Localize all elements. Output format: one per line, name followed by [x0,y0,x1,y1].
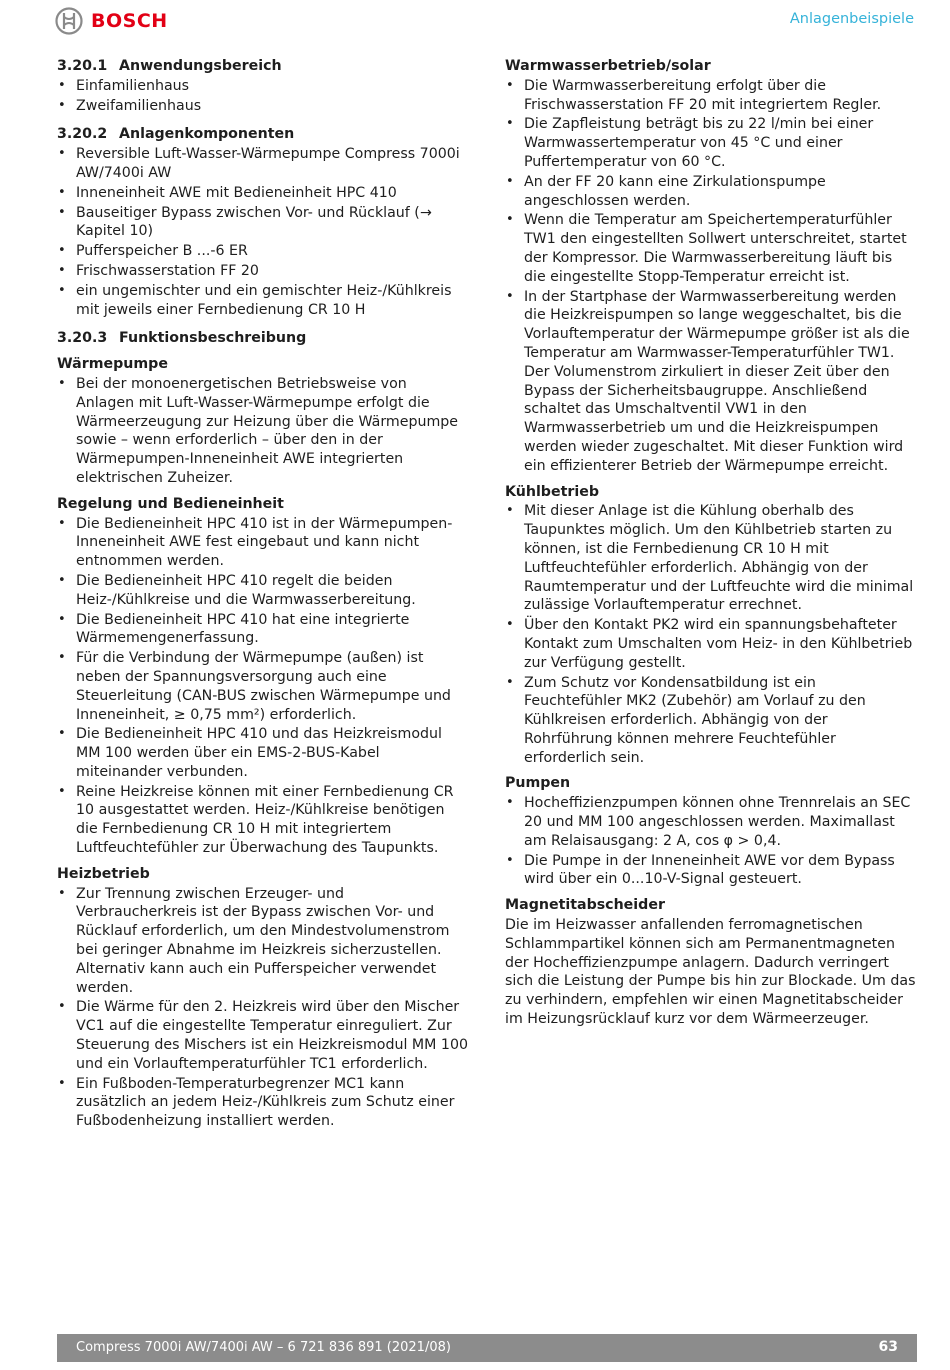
heading-anlagenkomponenten [57,125,469,144]
section-title: Anlagenbeispiele [789,11,914,27]
heading-number: 3.20.2 [57,126,108,143]
list-heizbetrieb [57,885,469,1131]
list-item: • Zum Schutz vor Kondensatbildung ist ein Feuchtefühler MK2 (Zubehör) am Vorlauf zu den Kühlkreisen erforderlich. Abhängig von der Rohrführung können mehrere Feuchtefühler erforderlich sein. [505,674,917,768]
heading-funktionsbeschreibung [57,329,469,348]
right-column [505,57,917,1029]
list-item: • Für die Verbindung der Wärmepumpe (außen) ist neben der Spannungsversorgung auch eine Steuerleitung (CAN-BUS zwischen Wärmepumpe und Inneneinheit, ≥ 0,75 mm²) erforderlich. [57,649,469,724]
list-item: • Über den Kontakt PK2 wird ein spannungsbehafteter Kontakt zum Umschalten vom Heiz- in den Kühlbetrieb zur Verfügung gestellt. [505,616,917,672]
list-item: • ein ungemischter und ein gemischter Heiz-/Kühlkreis mit jeweils einer Fernbedienung CR 10 H [57,282,469,320]
list-item: • Die Bedieneinheit HPC 410 regelt die beiden Heiz-/Kühlkreise und die Warmwasserbereitung. [57,572,469,610]
subheading-regelung: Regelung und Bedieneinheit [57,495,284,512]
list-regelung [57,515,469,858]
heading-number: 3.20.3 [57,330,108,347]
list-item: • In der Startphase der Warmwasserbereitung werden die Heizkreispumpen so lange weggeschaltet, bis die Vorlauftemperatur der Wärmepumpe größer ist als die Temperatur am Warmwasser-Temperaturfühler TW1. Der Volumenstrom zirkuliert in dieser Zeit über den Bypass der Sicherheitsbaugruppe. Anschließend schaltet das Umschaltventil VW1 in den Warmwasserbetrieb um und die Heizkreispumpen werden wieder zugeschaltet. Mit dieser Funktion wird ein effizienterer Betrieb der Wärmepumpe erreicht. [505,288,917,476]
list-item: • Zur Trennung zwischen Erzeuger- und Verbraucherkreis ist der Bypass zwischen Vor- und Rücklauf erforderlich, um den Mindestvolumenstrom bei geringer Abnahme im Heizkreis sicherzustellen. Alternativ kann auch ein Pufferspeicher verwendet werden. [57,885,469,998]
list-anwendungsbereich [57,77,469,116]
subheading-pumpen: Pumpen [505,775,571,792]
list-kuehlbetrieb [505,502,917,767]
bosch-armature-icon [55,7,83,35]
list-item: • Die Bedieneinheit HPC 410 und das Heizkreismodul MM 100 werden über ein EMS-2-BUS-Kabel miteinander verbunden. [57,725,469,781]
list-item: • Die Bedieneinheit HPC 410 hat eine integrierte Wärmemengenerfassung. [57,611,469,649]
page-header [0,0,950,44]
page-number: 63 [878,1339,898,1355]
heading-title: Anlagenkomponenten [119,126,295,143]
subheading-waermepumpe: Wärmepumpe [57,356,168,373]
list-item: • Reversible Luft-Wasser-Wärmepumpe Compress 7000i AW/7400i AW [57,145,469,183]
heading-title: Funktionsbeschreibung [119,330,307,347]
list-item: • Die Bedieneinheit HPC 410 ist in der Wärmepumpen-Inneneinheit AWE fest eingebaut und kann nicht entnommen werden. [57,515,469,571]
list-warmwasser [505,77,917,476]
subheading-heizbetrieb: Heizbetrieb [57,865,150,882]
list-item: • Bauseitiger Bypass zwischen Vor- und Rücklauf (→ Kapitel 10) [57,204,469,242]
subheading-magnetitabscheider: Magnetitabscheider [505,897,665,914]
list-item: • Hocheffizienzpumpen können ohne Trennrelais an SEC 20 und MM 100 angeschlossen werden. Maximallast am Relaisausgang: 2 A, cos φ > 0,4. [505,794,917,850]
list-item: • Die Zapfleistung beträgt bis zu 22 l/min bei einer Warmwassertemperatur von 45 °C und einer Puffertemperatur von 60 °C. [505,115,917,171]
list-item: • Zweifamilienhaus [57,97,469,116]
list-item: • Reine Heizkreise können mit einer Fernbedienung CR 10 ausgestattet werden. Heiz-/Kühlkreise benötigen die Fernbedienung CR 10 H mit integriertem Luftfeuchtefühler zur Überwachung des Taupunkts. [57,783,469,858]
list-anlagenkomponenten [57,145,469,319]
heading-title: Anwendungsbereich [119,58,282,74]
heading-anwendungsbereich [57,57,469,76]
list-item: • Inneneinheit AWE mit Bedieneinheit HPC 410 [57,184,469,203]
list-item: • Bei der monoenergetischen Betriebsweise von Anlagen mit Luft-Wasser-Wärmepumpe erfolgt die Wärmeerzeugung zur Heizung über die Wärmepumpe sowie – wenn erforderlich – über den in der Wärmepumpen-Inneneinheit AWE integrierten elektrischen Zuheizer. [57,375,469,488]
list-item: • Pufferspeicher B ...-6 ER [57,242,469,261]
list-item: • Wenn die Temperatur am Speichertemperaturfühler TW1 den eingestellten Sollwert unterschreitet, startet der Kompressor. Die Warmwasserbereitung läuft bis die eingestellte Stopp-Temperatur erreicht ist. [505,211,917,286]
list-item: • Ein Fußboden-Temperaturbegrenzer MC1 kann zusätzlich an jedem Heiz-/Kühlkreis zum Schutz einer Fußbodenheizung installiert werden. [57,1075,469,1131]
heading-number: 3.20.1 [57,58,108,74]
list-item: • An der FF 20 kann eine Zirkulationspumpe angeschlossen werden. [505,173,917,211]
bosch-logo [55,7,168,35]
list-item: • Die Pumpe in der Inneneinheit AWE vor dem Bypass wird über ein 0...10-V-Signal gesteuert. [505,852,917,890]
list-waermepumpe [57,375,469,488]
brand-name: BOSCH [91,10,168,32]
left-column [57,57,469,1132]
list-pumpen [505,794,917,889]
list-item: • Einfamilienhaus [57,77,469,96]
list-item: • Mit dieser Anlage ist die Kühlung oberhalb des Taupunktes möglich. Um den Kühlbetrieb starten zu können, ist die Fernbedienung CR 10 H mit Luftfeuchtefühler erforderlich. Abhängig von der Raumtemperatur und der Luftfeuchte wird die minimal zulässige Vorlauftemperatur errechnet. [505,502,917,615]
page-footer [57,1334,917,1362]
list-item: • Frischwasserstation FF 20 [57,262,469,281]
list-item: • Die Warmwasserbereitung erfolgt über die Frischwasserstation FF 20 mit integriertem Regler. [505,77,917,115]
list-item: • Die Wärme für den 2. Heizkreis wird über den Mischer VC1 auf die eingestellte Temperatur einreguliert. Zur Steuerung des Mischers ist ein Heizkreismodul MM 100 und ein Vorlauftemperaturfühler TC1 erforderlich. [57,998,469,1073]
paragraph-magnetitabscheider: Die im Heizwasser anfallenden ferromagnetischen Schlammpartikel können sich am Permanentmagneten der Hocheffizienzpumpe anlagern. Dadurch verringert sich die Leistung der Pumpe bis hin zur Blockade. Um das zu verhindern, empfehlen wir einen Magnetitabscheider im Heizungsrücklauf kurz vor dem Wärmeerzeuger. [505,917,916,1028]
subheading-warmwasser: Warmwasserbetrieb/solar [505,58,711,74]
footer-document-info: Compress 7000i AW/7400i AW – 6 721 836 891 (2021/08) [76,1340,451,1355]
subheading-kuehlbetrieb: Kühlbetrieb [505,483,600,500]
